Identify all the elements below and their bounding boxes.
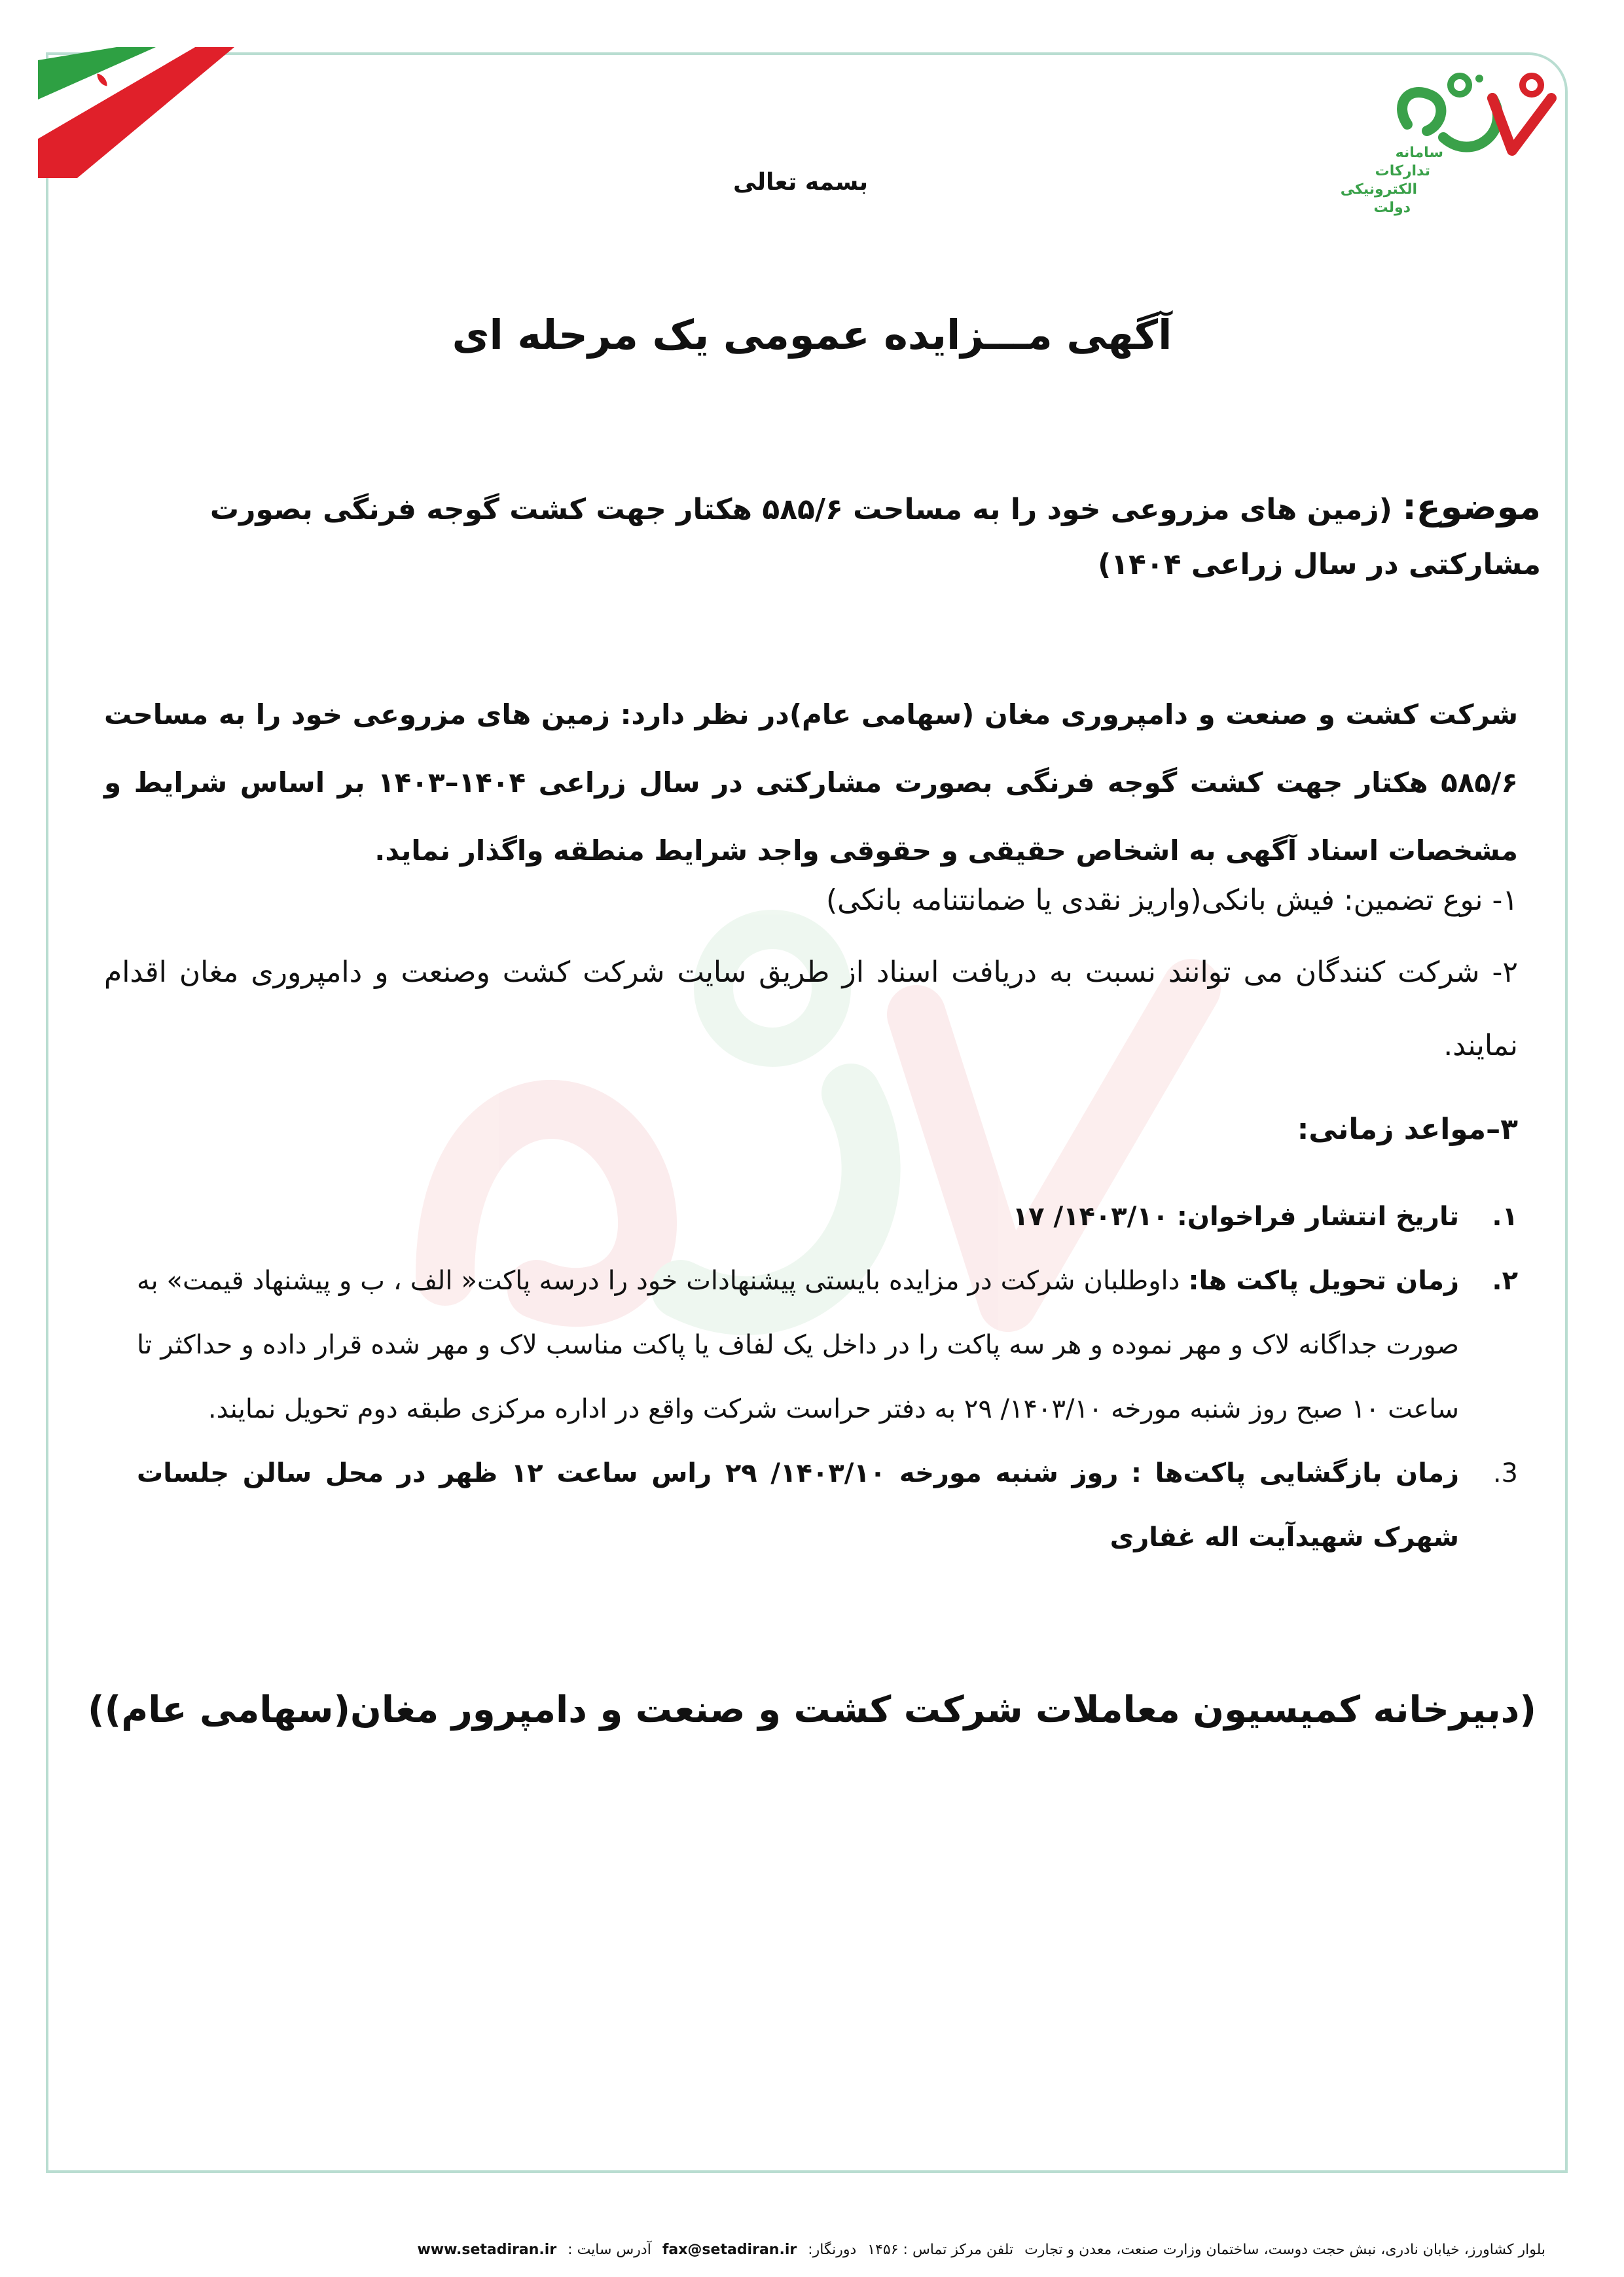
- schedule-list: [137, 1185, 1518, 1569]
- schedule-text: داوطلبان شرکت در مزایده بایستی پیشنهادات خود را درسه پاکت« الف ، ب و پیشنهاد قیمت» به صورت جداگانه لاک و مهر نموده و هر سه پاکت را در داخل یک لفاف یا پاکت مناسب لاک و مهر شده قرار داده و حداکثر تا ساعت ۱۰ صبح روز شنبه مورخه ۱۴۰۳/۱۰/ ۲۹ به دفتر حراست شرکت واقع در اداره مرکزی طبقه دوم تحویل نمایند.: [137, 1266, 1459, 1424]
- schedule-number: ۱.: [1492, 1202, 1518, 1232]
- list-item: [137, 1185, 1518, 1249]
- schedule-label: زمان بازگشایی پاکت‌ها :: [1130, 1458, 1460, 1488]
- schedule-label: تاریخ انتشار فراخوان:: [1176, 1202, 1459, 1232]
- intro-paragraph: شرکت کشت و صنعت و دامپروری مغان (سهامی عام)در نظر دارد: زمین های مزروعی خود را به مساحت ۵۸۵/۶ هکتار جهت کشت گوجه فرنگی بصورت مشارکتی در سال زراعی ۱۴۰۴–۱۴۰۳ بر اساس شرایط و مشخصات اسناد آگهی به اشخاص حقیقی و حقوقی واجد شرایط منطقه واگذار نماید.: [104, 698, 1518, 867]
- address-bar: [118, 2242, 1545, 2258]
- logo-text-2: تدارکات: [1375, 163, 1430, 179]
- phone-text: تلفن مرکز تماس : ۱۴۵۶: [867, 2242, 1014, 2258]
- subject-label: موضوع:: [1402, 486, 1541, 528]
- setad-logo-icon: [1340, 59, 1571, 236]
- item-guarantee-type: ۱- نوع تضمین: فیش بانکی(واریز نقدی یا ضمانتنامه بانکی): [825, 884, 1518, 917]
- subject-line: [81, 480, 1541, 592]
- address-text: بلوار کشاورز، خیابان نادری، نبش حجت دوست، ساختمان وزارت صنعت، معدن و تجارت: [1024, 2242, 1545, 2258]
- iran-flag-icon: [38, 47, 287, 178]
- logo-text-3: الکترونیکی: [1340, 181, 1417, 198]
- logo-text-4: دولت: [1373, 200, 1411, 216]
- basmala-heading: بسمه تعالی: [733, 169, 868, 196]
- list-item: [137, 1441, 1518, 1569]
- item-document-download: ۲- شرکت کنندگان می توانند نسبت به دریافت اسناد از طریق سایت شرکت کشت وصنعت و دامپروری مغان اقدام نمایند.: [104, 956, 1518, 1062]
- schedule-number: ۲.: [1492, 1266, 1518, 1296]
- site-link[interactable]: www.setadiran.ir: [417, 2242, 557, 2258]
- item-deadlines-heading: ۳–مواعد زمانی:: [1297, 1113, 1518, 1146]
- schedule-number: 3.: [1492, 1458, 1518, 1488]
- site-label: آدرس سایت :: [568, 2242, 651, 2258]
- page-title: آگهی مـــزایده عمومی یک مرحله ای: [452, 311, 1172, 359]
- fax-label: دورنگار:: [808, 2242, 857, 2258]
- logo-text-1: سامانه: [1395, 145, 1443, 161]
- subject-text: (زمین های مزروعی خود را به مساحت ۵۸۵/۶ هکتار جهت کشت گوجه فرنگی بصورت مشارکتی در سال زراعی ۱۴۰۴): [209, 493, 1541, 581]
- commission-secretariat-note: (دبیرخانه کمیسیون معاملات شرکت کشت و صنعت و دامپرور مغان(سهامی عام)): [88, 1689, 1536, 1731]
- list-item: [137, 1249, 1518, 1441]
- fax-link[interactable]: fax@setadiran.ir: [662, 2242, 797, 2258]
- schedule-label: زمان تحویل پاکت ها:: [1188, 1266, 1460, 1296]
- schedule-text: ۱۴۰۳/۱۰/ ۱۷: [1012, 1202, 1169, 1232]
- schedule-text: روز شنبه مورخه ۱۴۰۳/۱۰/ ۲۹ راس ساعت ۱۲ ظهر در محل سالن جلسات شهرک شهیدآیت اله غفاری: [137, 1458, 1459, 1552]
